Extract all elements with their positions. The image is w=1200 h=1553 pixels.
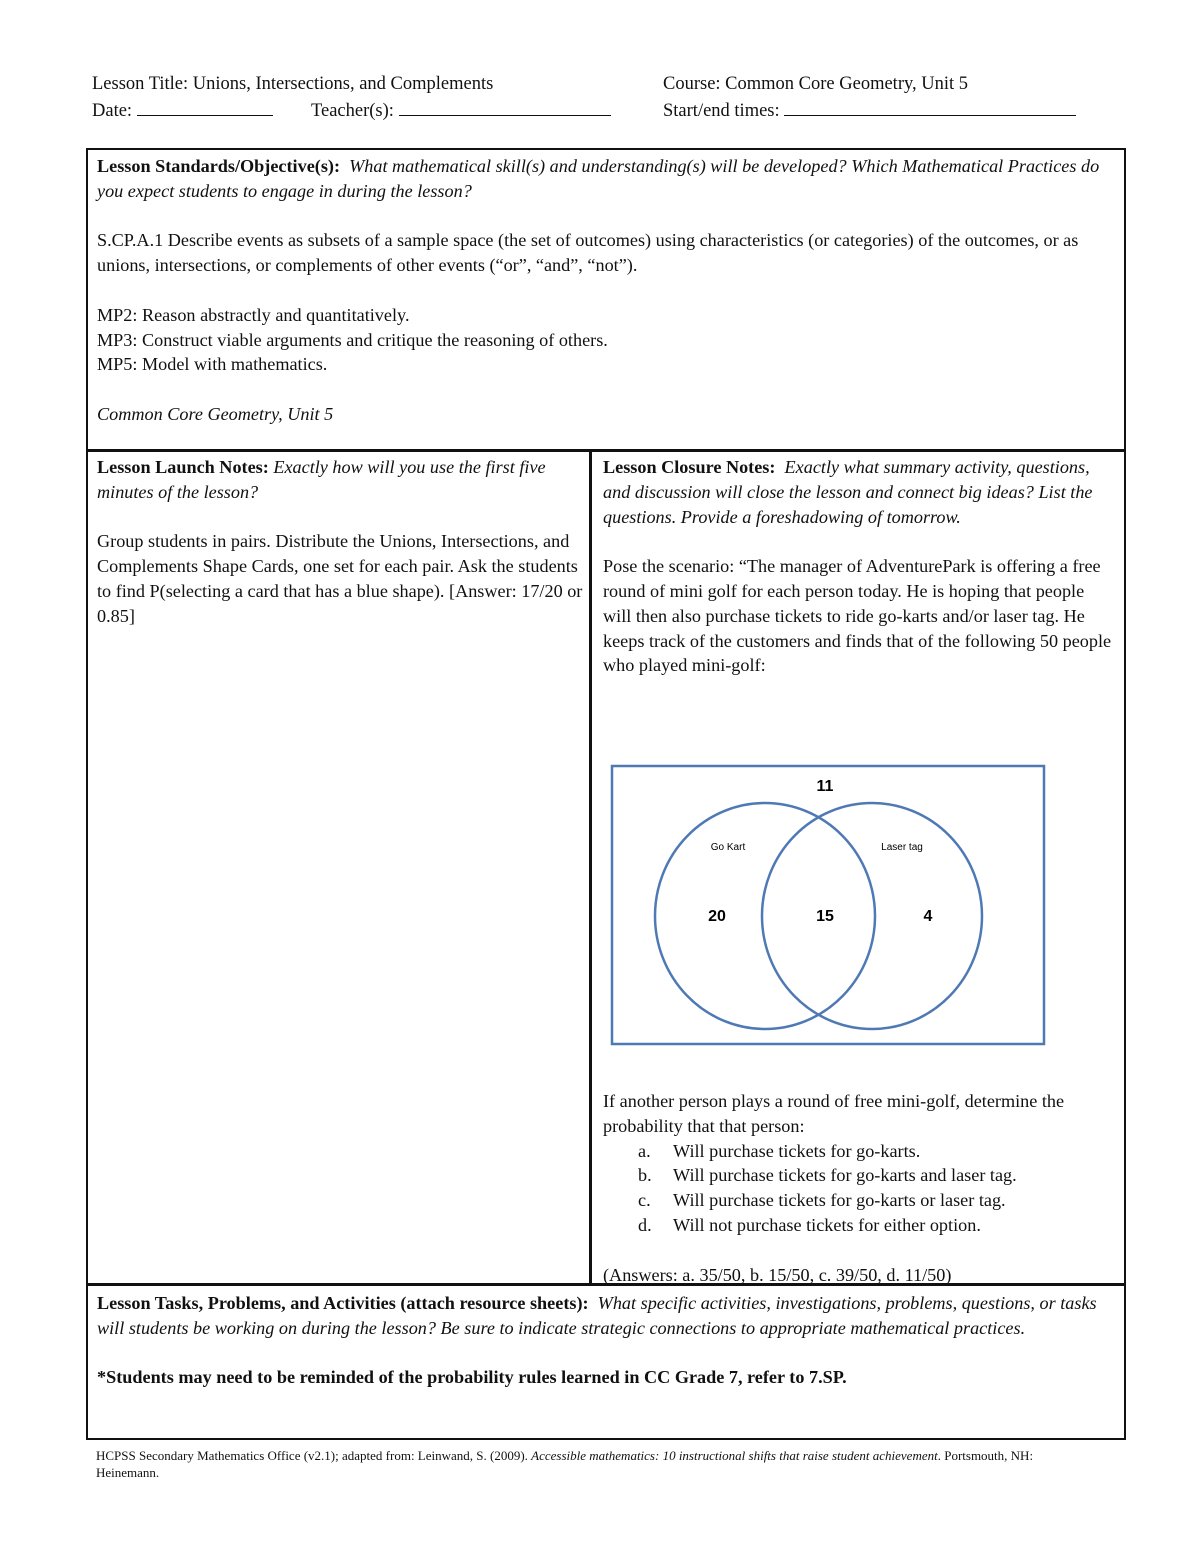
- list-marker: c.: [638, 1190, 651, 1211]
- list-item: [638, 1213, 1115, 1238]
- launch-cell: [97, 455, 583, 629]
- mp2-text: MP2: Reason abstractly and quantitatively.: [97, 304, 410, 325]
- footer-suffix: . Portsmouth, NH: Heinemann.: [96, 1448, 1034, 1480]
- mp5-text: MP5: Model with mathematics.: [97, 354, 328, 375]
- venn-outside-count: 11: [816, 778, 834, 795]
- footer-citation: [96, 1447, 1056, 1481]
- teacher-row: [311, 98, 611, 125]
- list-text: Will purchase tickets for go-karts and laser tag.: [673, 1165, 1017, 1186]
- teacher-label: Teacher(s):: [311, 101, 394, 121]
- closure-questions: [603, 1089, 1115, 1287]
- list-item: [638, 1188, 1115, 1213]
- list-text: Will purchase tickets for go-karts.: [673, 1140, 921, 1161]
- list-marker: d.: [638, 1214, 652, 1235]
- date-field[interactable]: [137, 99, 273, 116]
- list-item: [638, 1163, 1115, 1188]
- venn-diagram: [610, 764, 1048, 1048]
- venn-frame: [612, 766, 1044, 1044]
- list-item: [638, 1139, 1115, 1164]
- teacher-field[interactable]: [399, 99, 611, 116]
- tasks-note: *Students may need to be reminded of the probability rules learned in CC Grade 7, refer to 7.SP.: [97, 1367, 847, 1388]
- times-row: [663, 98, 1076, 125]
- times-label: Start/end times:: [663, 101, 780, 121]
- footer-title: Accessible mathematics: 10 instructional shifts that raise student achievement: [531, 1448, 938, 1463]
- tasks-prompt: What specific activities, investigations, problems, questions, or tasks will students be working on during the lesson? Be sure to indicate strategic connections to appropriate mathematical practices.: [97, 1293, 1097, 1338]
- list-text: Will purchase tickets for go-karts or laser tag.: [673, 1190, 1006, 1211]
- closure-heading: Lesson Closure Notes:: [603, 457, 776, 477]
- venn-both-count: 15: [816, 908, 834, 925]
- standards-heading: Lesson Standards/Objective(s):: [97, 156, 341, 176]
- venn-left-only-count: 20: [708, 908, 726, 925]
- standard-text: S.CP.A.1 Describe events as subsets of a sample space (the set of outcomes) using characteristics (or categories) of the outcomes, or as unions, intersections, or complements of other events (“or”, “and”, “not”).: [97, 230, 1079, 276]
- venn-right-only-count: 4: [923, 908, 933, 925]
- venn-right-label: Laser tag: [881, 842, 923, 853]
- venn-left-label: Go Kart: [710, 842, 746, 853]
- list-marker: a.: [638, 1140, 651, 1161]
- standards-cell: [97, 154, 1107, 427]
- tasks-heading: Lesson Tasks, Problems, and Activities (attach resource sheets):: [97, 1293, 589, 1313]
- closure-scenario: Pose the scenario: “The manager of AdventurePark is offering a free round of mini golf for each person today. He is hoping that people will then also purchase tickets to ride go-karts and/or laser tag. He keeps track of the customers and finds that of the following 50 people who played mini-golf:: [603, 556, 1112, 676]
- lesson-title: Lesson Title: Unions, Intersections, and Complements: [92, 74, 494, 94]
- closure-answers: (Answers: a. 35/50, b. 15/50, c. 39/50, d. 11/50): [603, 1264, 952, 1285]
- closure-cell: [603, 455, 1115, 678]
- closure-question: If another person plays a round of free mini-golf, determine the probability that that person:: [603, 1091, 1065, 1136]
- list-text: Will not purchase tickets for either option.: [673, 1214, 981, 1235]
- column-divider: [589, 449, 592, 1285]
- closure-prompt: Exactly what summary activity, questions, and discussion will close the lesson and connect big ideas? List the questions. Provide a foreshadowing of tomorrow.: [603, 457, 1093, 527]
- launch-heading: Lesson Launch Notes:: [97, 457, 269, 477]
- row-divider-1: [86, 449, 1126, 452]
- launch-body: Group students in pairs. Distribute the Unions, Intersections, and Complements Shape Cards, one set for each pair. Ask the students to find P(selecting a card that has a blue shape). [Answer: 17/20 or 0.85]: [97, 531, 583, 626]
- launch-prompt: Exactly how will you use the first five minutes of the lesson?: [97, 457, 546, 502]
- standards-prompt: What mathematical skill(s) and understanding(s) will be developed? Which Mathematical Practices do you expect students to engage in during the lesson?: [97, 156, 1100, 201]
- unit-text: Common Core Geometry, Unit 5: [97, 403, 334, 424]
- times-field[interactable]: [784, 99, 1076, 116]
- course-label: Course: Common Core Geometry, Unit 5: [663, 74, 969, 94]
- footer-prefix: HCPSS Secondary Mathematics Office (v2.1); adapted from: Leinwand, S. (2009).: [96, 1448, 532, 1463]
- mp3-text: MP3: Construct viable arguments and critique the reasoning of others.: [97, 329, 608, 350]
- list-marker: b.: [638, 1165, 652, 1186]
- tasks-cell: [97, 1291, 1107, 1390]
- question-list: [603, 1139, 1115, 1238]
- date-row: [92, 98, 273, 125]
- date-label: Date:: [92, 101, 133, 121]
